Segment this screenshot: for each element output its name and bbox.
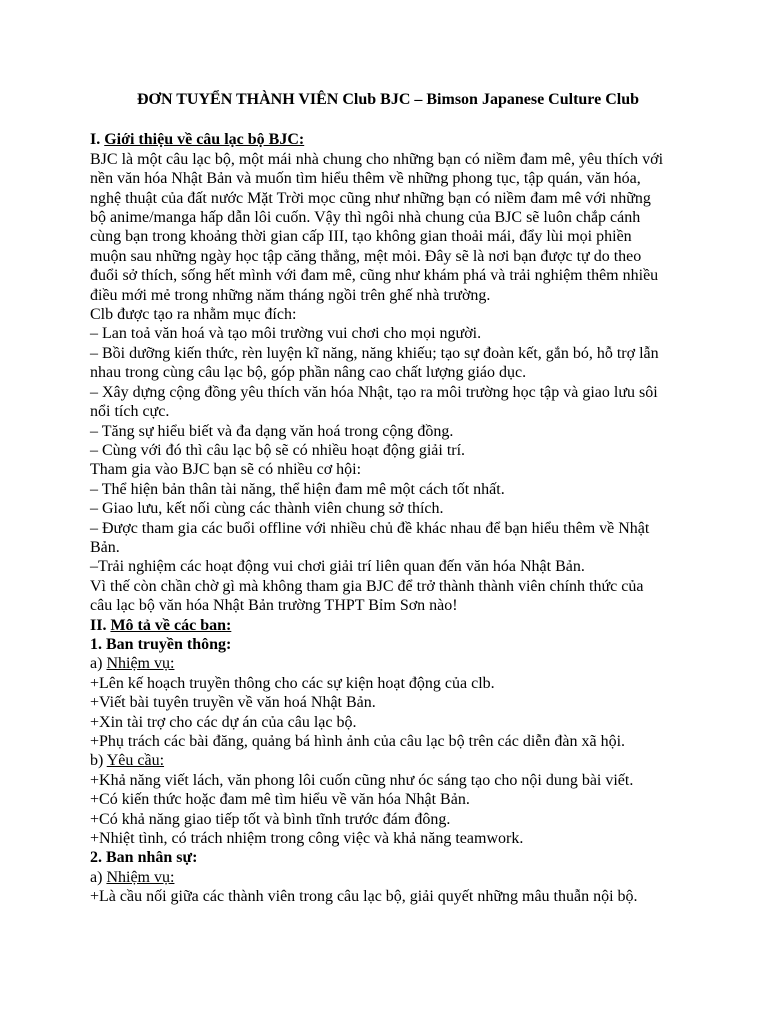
section-2-heading-text: Mô tả về các ban: [110,616,232,634]
body-line: Clb được tạo ra nhằm mục đích: [90,306,297,324]
ban-1-duty: +Viết bài tuyên truyền về văn hoá Nhật Bản. [90,694,376,712]
ban-1-duty: +Lên kế hoạch truyền thông cho các sự kiện hoạt động của clb. [90,674,495,692]
ban-1-requirement: +Khả năng viết lách, văn phong lôi cuốn cũng như óc sáng tạo cho nội dung bài viết. [90,771,634,789]
ban-1-duty: +Xin tài trợ cho các dự án của câu lạc bộ. [90,713,357,731]
ban-1-requirement: +Nhiệt tình, có trách nhiệm trong công việc và khả năng teamwork. [90,830,524,848]
ban-2-duties-prefix: a) [90,868,107,886]
body-line: – Cùng với đó thì câu lạc bộ sẽ có nhiều hoạt động giải trí. [90,441,466,459]
body-line: Bản. [90,538,120,556]
body-line: điều mới mẻ trong những năm tháng ngồi trên ghế nhà trường. [90,286,491,304]
ban-1-requirements-label [90,751,686,770]
body-line: Tham gia vào BJC bạn sẽ có nhiều cơ hội: [90,461,362,479]
body-line: – Xây dựng cộng đồng yêu thích văn hóa Nhật, tạo ra môi trường học tập và giao lưu sôi [90,383,658,401]
document-page [90,90,686,907]
body-line: cùng bạn trong khoảng thời gian cấp III, tạo không gian thoải mái, đẩy lùi mọi phiền [90,228,632,246]
ban-1-duties-label [90,654,686,673]
ban-2-heading: 2. Ban nhân sự: [90,849,198,867]
section-1-heading-text: Giới thiệu về câu lạc bộ BJC: [104,131,305,149]
body-line: đuổi sở thích, sống hết mình với đam mê, cũng như khám phá và trải nghiệm thêm nhiều [90,267,659,285]
body-line: – Tăng sự hiểu biết và đa dạng văn hoá trong cộng đồng. [90,422,454,440]
body-line: – Lan toả văn hoá và tạo môi trường vui chơi cho mọi người. [90,325,482,343]
section-1-body [90,150,686,616]
section-2-heading [90,616,686,635]
body-line: câu lạc bộ văn hóa Nhật Bản trường THPT Bỉm Sơn nào! [90,597,458,615]
ban-1-duty: +Phụ trách các bài đăng, quảng bá hình ảnh của câu lạc bộ trên các diễn đàn xã hội. [90,733,626,750]
ban-1-requirement: +Có khả năng giao tiếp tốt và bình tĩnh trước đám đông. [90,810,451,828]
ban-1-heading: 1. Ban truyền thông: [90,635,232,653]
body-line: –Trải nghiệm các hoạt động vui chơi giải trí liên quan đến văn hóa Nhật Bản. [90,558,585,576]
ban-1-req-prefix: b) [90,752,107,770]
ban-2-duties-label [90,868,686,887]
body-line: BJC là một câu lạc bộ, một mái nhà chung cho những bạn có niềm đam mê, yêu thích với [90,150,664,168]
body-line: nổi tích cực. [90,403,170,421]
ban-1-req-label-text: Yêu cầu: [106,752,165,770]
section-1-heading [90,130,686,149]
body-line: bộ anime/manga hấp dẫn lôi cuốn. Vậy thì ngôi nhà chung của BJC sẽ luôn chắp cánh [90,209,641,227]
body-line: – Bồi dưỡng kiến thức, rèn luyện kĩ năng, năng khiếu; tạo sự đoàn kết, gắn bó, hỗ trợ lẫn [90,344,659,362]
ban-2-duty: +Là cầu nối giữa các thành viên trong câu lạc bộ, giải quyết những mâu thuẫn nội bộ. [90,888,638,906]
ban-2-duties-label-text: Nhiệm vụ: [106,868,175,886]
ban-1-requirement: +Có kiến thức hoặc đam mê tìm hiểu về văn hóa Nhật Bản. [90,791,470,809]
section-2-number: II. [90,616,111,634]
ban-1-duties-label-text: Nhiệm vụ: [106,655,175,673]
body-line: – Giao lưu, kết nối cùng các thành viên chung sở thích. [90,500,444,518]
document-title: ĐƠN TUYỂN THÀNH VIÊN Club BJC – Bimson Japanese Culture Club [136,91,640,108]
body-line: muộn sau những ngày học tập căng thẳng, mệt mỏi. Đây sẽ là nơi bạn được tự do theo [90,247,642,265]
body-line: nền văn hóa Nhật Bản và muốn tìm hiểu thêm về những phong tục, tập quán, văn hóa, [90,170,641,188]
body-line: – Được tham gia các buổi offline với nhiều chủ đề khác nhau để bạn hiểu thêm về Nhật [90,519,650,537]
body-line: nghệ thuật của đất nước Mặt Trời mọc cũng như những bạn có niềm đam mê với những [90,189,651,207]
body-line: Vì thế còn chần chờ gì mà không tham gia BJC để trở thành thành viên chính thức của [90,577,644,595]
section-1-number: I. [90,131,105,149]
body-line: – Thể hiện bản thân tài năng, thể hiện đam mê một cách tốt nhất. [90,480,505,498]
ban-1-duties-prefix: a) [90,655,107,673]
body-line: nhau trong cùng câu lạc bộ, góp phần nâng cao chất lượng giáo dục. [90,364,527,382]
